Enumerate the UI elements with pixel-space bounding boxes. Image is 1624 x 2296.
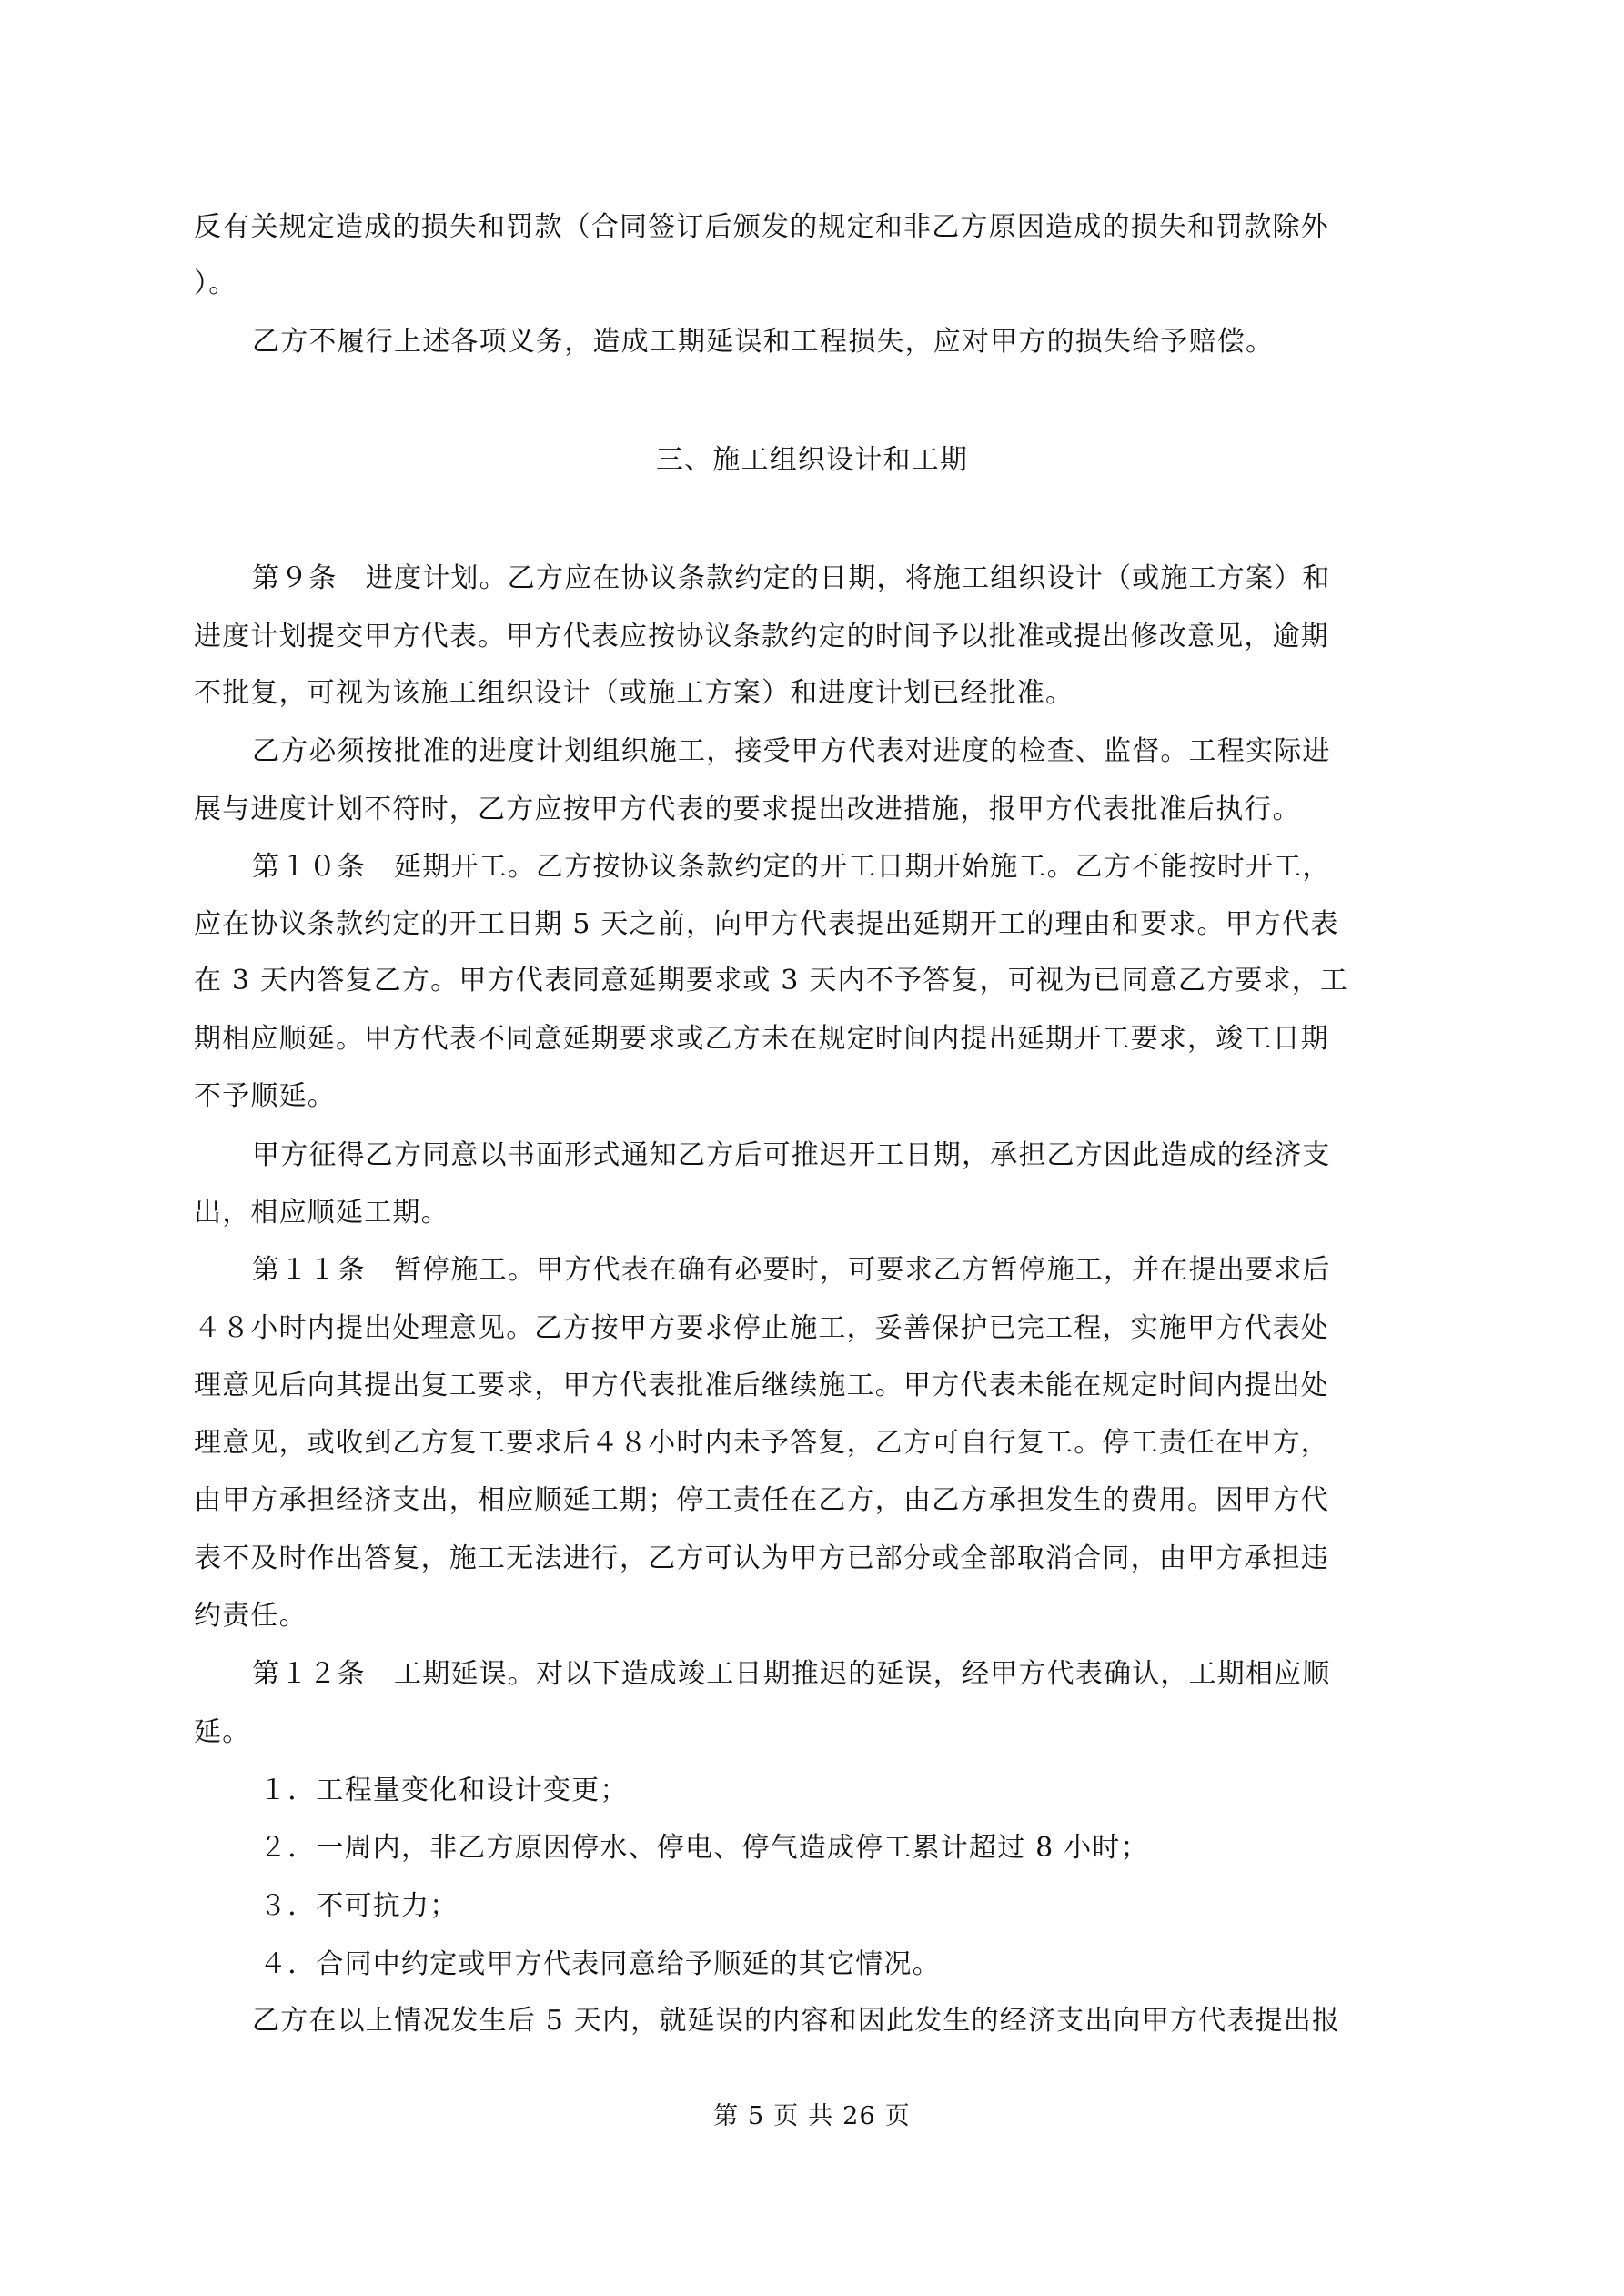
- list-item: ２．一周内，非乙方原因停水、停电、停气造成停工累计超过 8 小时；: [259, 1832, 1149, 1864]
- list-item: ４．合同中约定或甲方代表同意给予顺延的其它情况。: [259, 1948, 941, 1980]
- article-11-line: 理意见，或收到乙方复工要求后４８小时内未予答复，乙方可自行复工。停工责任在甲方，: [194, 1427, 1329, 1459]
- article-12-line: 延。: [194, 1716, 251, 1748]
- article-10-line: 不予顺延。: [194, 1080, 336, 1112]
- article-11-line: 第１１条 暂停施工。甲方代表在确有必要时，可要求乙方暂停施工，并在提出要求后: [252, 1254, 1331, 1286]
- article-10-line: 应在协议条款约定的开工日期 5 天之前，向甲方代表提出延期开工的理由和要求。甲方代表: [194, 908, 1339, 940]
- closing-line: 乙方在以上情况发生后 5 天内，就延误的内容和因此发生的经济支出向甲方代表提出报: [252, 2005, 1341, 2037]
- article-9-line: 乙方必须按批准的进度计划组织施工，接受甲方代表对进度的检查、监督。工程实际进: [252, 735, 1331, 767]
- article-9-line: 进度计划提交甲方代表。甲方代表应按协议条款约定的时间予以批准或提出修改意见，逾期: [194, 621, 1329, 652]
- article-9-line: 第９条 进度计划。乙方应在协议条款约定的日期，将施工组织设计（或施工方案）和: [252, 562, 1331, 594]
- article-10-line: 在 3 天内答复乙方。甲方代表同意延期要求或 3 天内不予答复，可视为已同意乙方要求，工: [194, 965, 1349, 996]
- article-11-line: 由甲方承担经济支出，相应顺延工期；停工责任在乙方，由乙方承担发生的费用。因甲方代: [194, 1484, 1329, 1516]
- article-11-line: 表不及时作出答复，施工无法进行，乙方可认为甲方已部分或全部取消合同，由甲方承担违: [194, 1542, 1329, 1574]
- paragraph-line: 乙方不履行上述各项义务，造成工期延误和工程损失，应对甲方的损失给予赔偿。: [252, 326, 1275, 358]
- list-item: ３．不可抗力；: [259, 1890, 459, 1922]
- article-10-line: 出，相应顺延工期。: [194, 1197, 449, 1229]
- article-9-line: 不批复，可视为该施工组织设计（或施工方案）和进度计划已经批准。: [194, 677, 1074, 709]
- list-item: １．工程量变化和设计变更；: [259, 1775, 629, 1806]
- section-heading: 三、施工组织设计和工期: [655, 444, 969, 476]
- article-11-line: 理意见后向其提出复工要求，甲方代表批准后继续施工。甲方代表未能在规定时间内提出处: [194, 1370, 1329, 1401]
- article-10-line: 期相应顺延。甲方代表不同意延期要求或乙方未在规定时间内提出延期开工要求，竣工日期: [194, 1023, 1329, 1055]
- text-line: ）。: [194, 268, 237, 299]
- page-number: 第 5 页 共 26 页: [713, 2102, 911, 2130]
- text-line: 反有关规定造成的损失和罚款（合同签订后颁发的规定和非乙方原因造成的损失和罚款除外: [194, 211, 1329, 243]
- article-11-line: ４８小时内提出处理意见。乙方按甲方要求停止施工，妥善保护已完工程，实施甲方代表处: [194, 1312, 1329, 1344]
- article-12-line: 第１２条 工期延误。对以下造成竣工日期推迟的延误，经甲方代表确认，工期相应顺: [252, 1658, 1331, 1690]
- article-10-line: 甲方征得乙方同意以书面形式通知乙方后可推迟开工日期，承担乙方因此造成的经济支: [252, 1139, 1331, 1171]
- article-9-line: 展与进度计划不符时，乙方应按甲方代表的要求提出改进措施，报甲方代表批准后执行。: [194, 794, 1301, 825]
- article-11-line: 约责任。: [194, 1600, 308, 1632]
- article-10-line: 第１０条 延期开工。乙方按协议条款约定的开工日期开始施工。乙方不能按时开工，: [252, 851, 1331, 883]
